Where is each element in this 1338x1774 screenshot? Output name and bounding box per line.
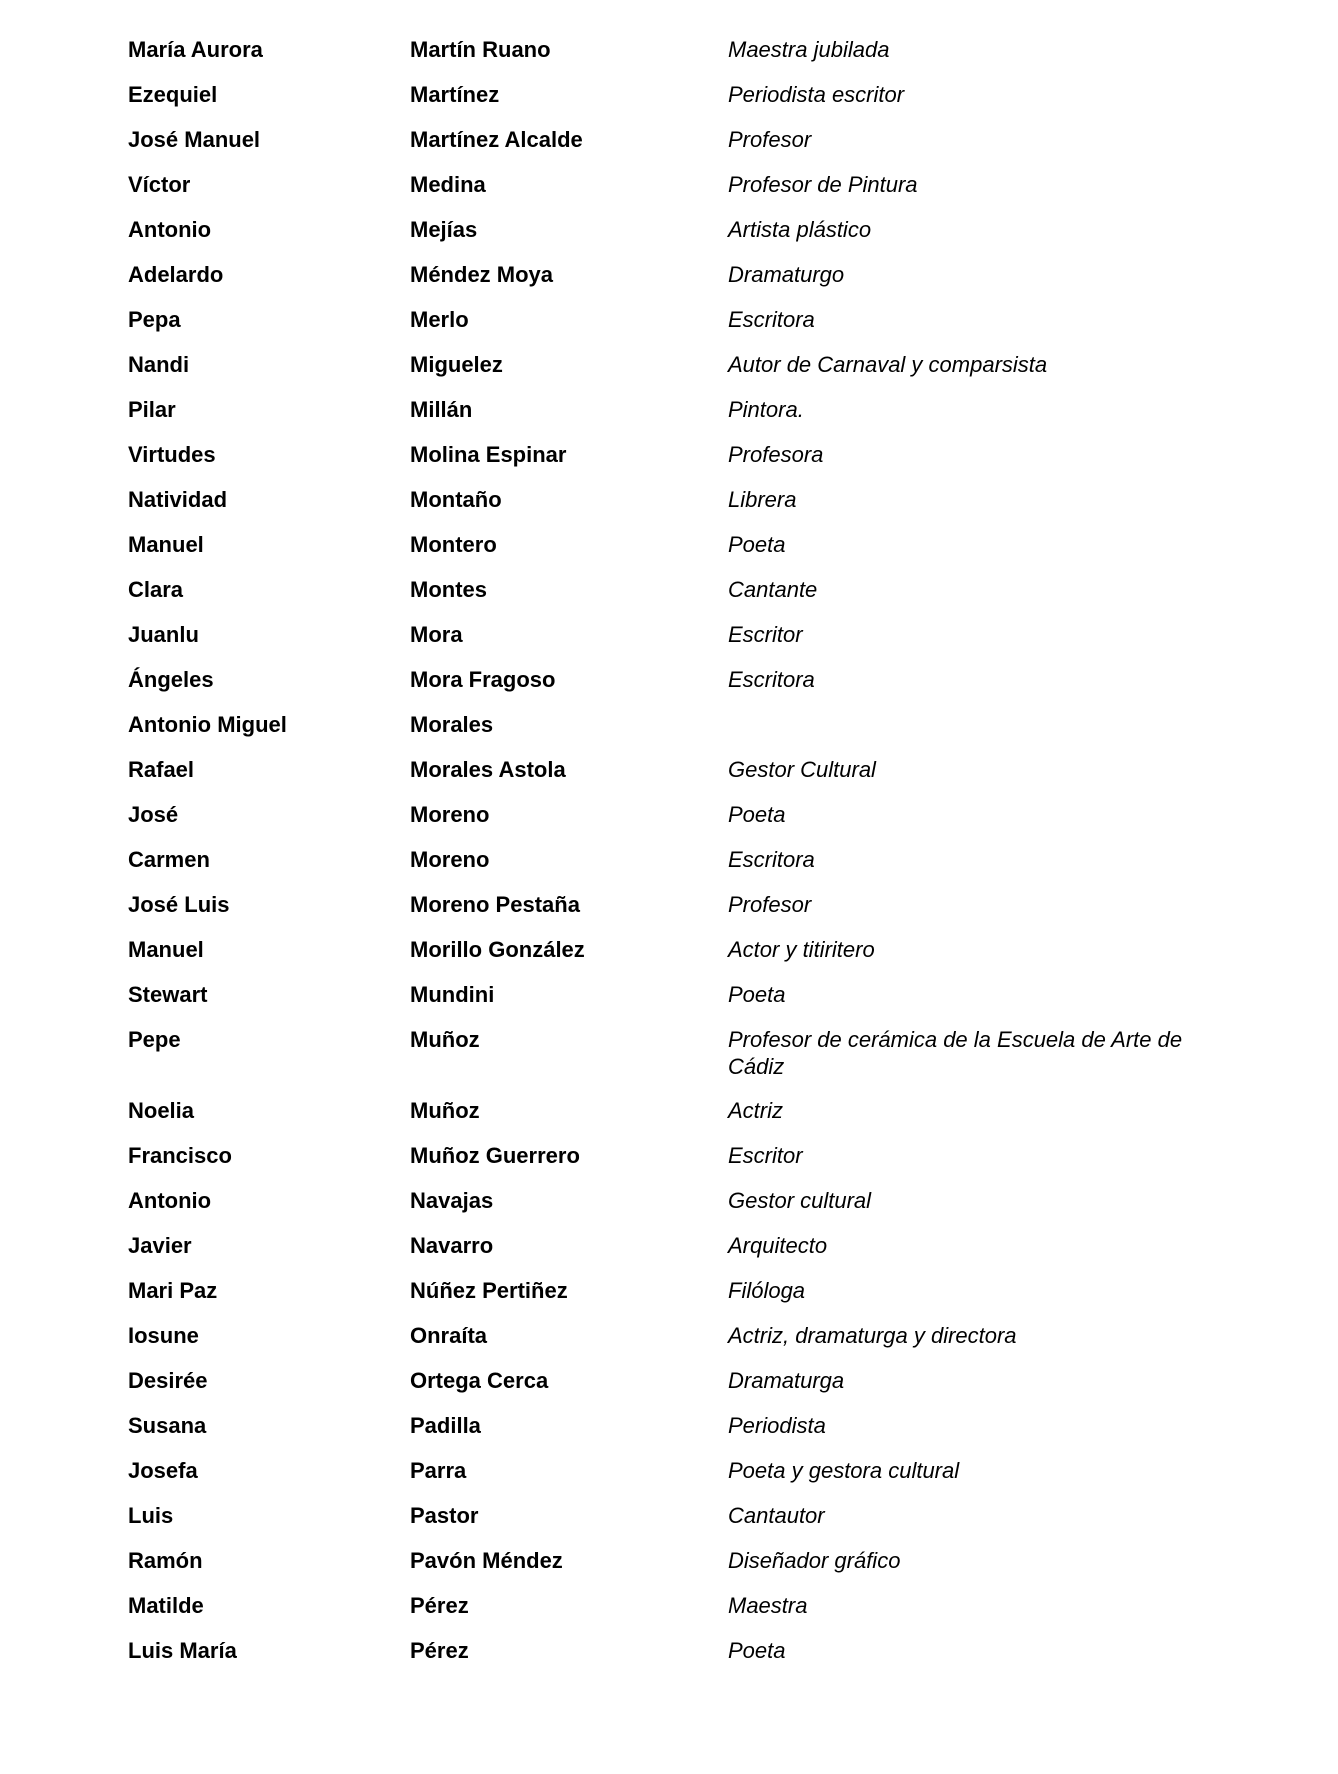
first-name: Pepa: [128, 307, 181, 332]
profession: Periodista: [728, 1413, 826, 1438]
first-name: Luis: [128, 1503, 174, 1528]
person-row: [128, 81, 1228, 126]
last-name: Mora Fragoso: [410, 667, 556, 692]
person-row: [128, 1637, 1228, 1682]
last-name: Montes: [410, 577, 487, 602]
last-name: Moreno Pestaña: [410, 892, 580, 917]
person-row: [128, 1547, 1228, 1592]
profession: Profesor: [728, 127, 812, 152]
person-row: [128, 1277, 1228, 1322]
profession: Escritora: [728, 847, 815, 872]
person-row: [128, 306, 1228, 351]
profession: Poeta: [728, 982, 786, 1007]
profession: Poeta: [728, 1638, 786, 1663]
first-name: Javier: [128, 1233, 192, 1258]
first-name: Antonio Miguel: [128, 712, 287, 737]
person-row: [128, 576, 1228, 621]
first-name: Juanlu: [128, 622, 199, 647]
last-name: Muñoz: [410, 1098, 480, 1123]
profession: Dramaturga: [728, 1368, 845, 1393]
first-name: Carmen: [128, 847, 210, 872]
last-name: Medina: [410, 172, 486, 197]
last-name: Mejías: [410, 217, 478, 242]
first-name: José: [128, 802, 179, 827]
person-row: [128, 351, 1228, 396]
person-row: [128, 126, 1228, 171]
profession: Periodista escritor: [728, 82, 905, 107]
profession: Dramaturgo: [728, 262, 845, 287]
first-name: Natividad: [128, 487, 228, 512]
last-name: Montero: [410, 532, 497, 557]
profession: Maestra: [728, 1593, 808, 1618]
first-name: Stewart: [128, 982, 208, 1007]
first-name: María Aurora: [128, 37, 263, 62]
people-list: [128, 36, 1228, 1682]
last-name: Muñoz: [410, 1027, 480, 1052]
last-name: Miguelez: [410, 352, 503, 377]
last-name: Millán: [410, 397, 473, 422]
person-row: [128, 171, 1228, 216]
first-name: Antonio: [128, 1188, 212, 1213]
first-name: Nandi: [128, 352, 190, 377]
last-name: Ortega Cerca: [410, 1368, 549, 1393]
person-row: [128, 261, 1228, 306]
last-name: Morillo González: [410, 937, 585, 962]
person-row: [128, 711, 1228, 756]
person-row: [128, 486, 1228, 531]
first-name: Pepe: [128, 1027, 181, 1052]
person-row: [128, 846, 1228, 891]
last-name: Morales Astola: [410, 757, 566, 782]
profession: Poeta: [728, 802, 786, 827]
last-name: Núñez Pertiñez: [410, 1278, 568, 1303]
last-name: Martínez Alcalde: [410, 127, 583, 152]
profession: Diseñador gráfico: [728, 1548, 901, 1573]
profession: Cantante: [728, 577, 818, 602]
last-name: Padilla: [410, 1413, 481, 1438]
last-name: Mora: [410, 622, 463, 647]
first-name: Noelia: [128, 1098, 195, 1123]
profession: Librera: [728, 487, 797, 512]
first-name: Luis María: [128, 1638, 237, 1663]
person-row: [128, 1592, 1228, 1637]
last-name: Onraíta: [410, 1323, 488, 1348]
person-row: [128, 1232, 1228, 1277]
person-row: [128, 396, 1228, 441]
last-name: Merlo: [410, 307, 469, 332]
first-name: Rafael: [128, 757, 195, 782]
profession: Profesor: [728, 892, 812, 917]
last-name: Montaño: [410, 487, 502, 512]
first-name: Clara: [128, 577, 184, 602]
person-row: [128, 756, 1228, 801]
last-name: Parra: [410, 1458, 467, 1483]
person-row: [128, 936, 1228, 981]
person-row: [128, 1457, 1228, 1502]
person-row: [128, 441, 1228, 486]
profession: Poeta y gestora cultural: [728, 1458, 960, 1483]
first-name: Ramón: [128, 1548, 203, 1573]
first-name: Adelardo: [128, 262, 224, 287]
first-name: Desirée: [128, 1368, 208, 1393]
profession: Profesor de Pintura: [728, 172, 918, 197]
first-name: Matilde: [128, 1593, 204, 1618]
last-name: Martín Ruano: [410, 37, 551, 62]
profession: Gestor cultural: [728, 1188, 872, 1213]
profession: Filóloga: [728, 1278, 806, 1303]
last-name: Pastor: [410, 1503, 479, 1528]
first-name: José Luis: [128, 892, 230, 917]
profession: Maestra jubilada: [728, 37, 890, 62]
person-row: [128, 621, 1228, 666]
first-name: Ezequiel: [128, 82, 218, 107]
person-row: [128, 216, 1228, 261]
first-name: Virtudes: [128, 442, 216, 467]
person-row: [128, 1142, 1228, 1187]
last-name: Pavón Méndez: [410, 1548, 563, 1573]
profession: Pintora.: [728, 397, 804, 422]
profession: Poeta: [728, 532, 786, 557]
person-row: [128, 666, 1228, 711]
last-name: Molina Espinar: [410, 442, 567, 467]
profession: Escritora: [728, 307, 815, 332]
profession: Escritor: [728, 622, 803, 647]
last-name: Moreno: [410, 847, 490, 872]
first-name: Iosune: [128, 1323, 199, 1348]
profession: Artista plástico: [728, 217, 872, 242]
first-name: Francisco: [128, 1143, 232, 1168]
last-name: Mundini: [410, 982, 495, 1007]
profession: Profesora: [728, 442, 824, 467]
first-name: Manuel: [128, 532, 204, 557]
profession: Actriz: [728, 1098, 783, 1123]
profession: Actor y titiritero: [728, 937, 875, 962]
first-name: José Manuel: [128, 127, 261, 152]
last-name: Pérez: [410, 1593, 469, 1618]
first-name: Manuel: [128, 937, 204, 962]
profession: Arquitecto: [728, 1233, 828, 1258]
person-row: [128, 1412, 1228, 1457]
last-name: Martínez: [410, 82, 500, 107]
person-row: [128, 1367, 1228, 1412]
last-name: Navarro: [410, 1233, 494, 1258]
first-name: Antonio: [128, 217, 212, 242]
person-row: [128, 981, 1228, 1026]
person-row: [128, 36, 1228, 81]
first-name: Pilar: [128, 397, 176, 422]
last-name: Méndez Moya: [410, 262, 554, 287]
person-row: [128, 891, 1228, 936]
person-row: [128, 1322, 1228, 1367]
last-name: Pérez: [410, 1638, 469, 1663]
profession: Actriz, dramaturga y directora: [728, 1323, 1017, 1348]
profession: Autor de Carnaval y comparsista: [728, 352, 1048, 377]
first-name: Ángeles: [128, 667, 214, 692]
person-row: [128, 1187, 1228, 1232]
person-row: [128, 531, 1228, 576]
last-name: Moreno: [410, 802, 490, 827]
person-row: [128, 1097, 1228, 1142]
last-name: Morales: [410, 712, 494, 737]
profession: Gestor Cultural: [728, 757, 876, 782]
profession: Escritora: [728, 667, 815, 692]
last-name: Navajas: [410, 1188, 494, 1213]
first-name: Mari Paz: [128, 1278, 218, 1303]
profession: Profesor de cerámica de la Escuela de Arte de Cádiz: [728, 1027, 1183, 1079]
person-row: [128, 1502, 1228, 1547]
profession: Escritor: [728, 1143, 803, 1168]
first-name: Josefa: [128, 1458, 198, 1483]
person-row: [128, 1026, 1228, 1097]
first-name: Víctor: [128, 172, 191, 197]
last-name: Muñoz Guerrero: [410, 1143, 580, 1168]
first-name: Susana: [128, 1413, 207, 1438]
person-row: [128, 801, 1228, 846]
profession: Cantautor: [728, 1503, 825, 1528]
